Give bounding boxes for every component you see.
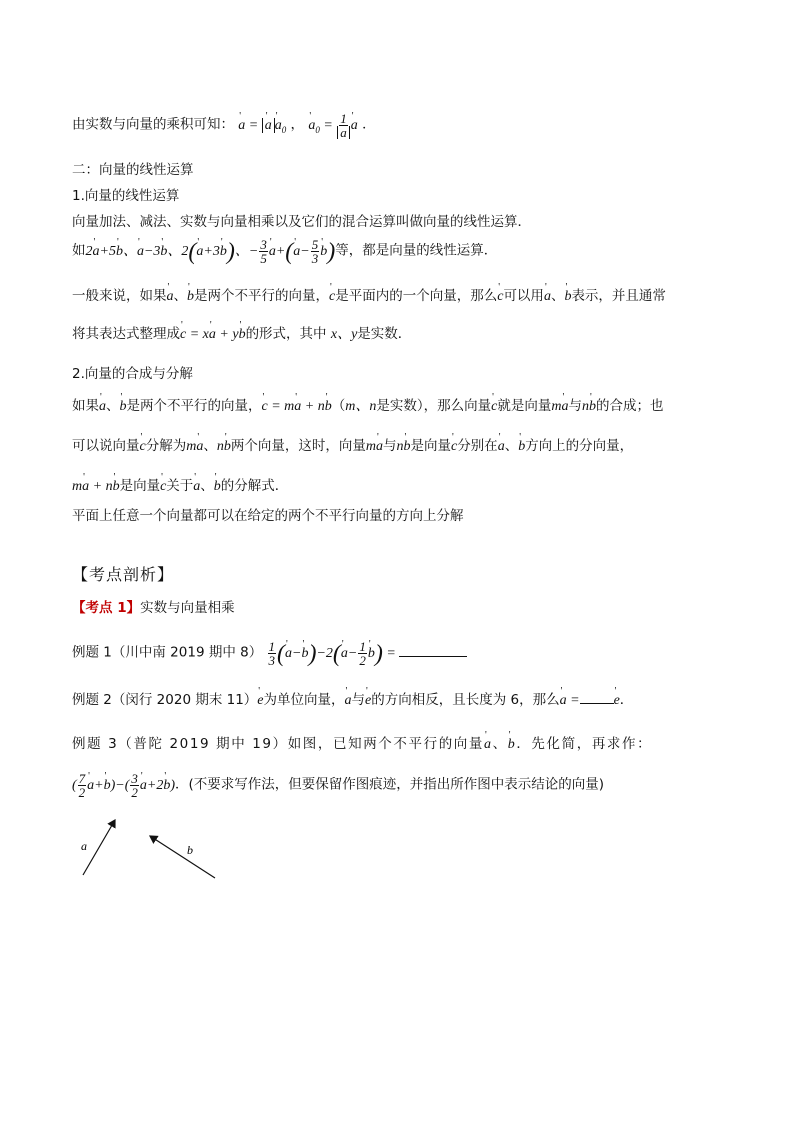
example-1-formula: $\frac{1}{3}$ (' a−' b)−2(' a− $\frac{1}{2}$ ' b) = [267, 646, 400, 661]
vector-a-arrow [83, 820, 115, 875]
example-2-label: 例题 2（闵行 2020 期末 11） [72, 692, 258, 708]
vector-a-label: a [81, 839, 87, 853]
subsection-1-examples [72, 238, 497, 265]
text: 就是向量 [497, 398, 552, 414]
example-formulas: 2' a+5' b、' a−3' b、2(' a+3' b)、− $\frac{3}{5}$ ' a+(' a− $\frac{5}{3}$ ' b) [86, 244, 336, 259]
text: 可以用 [503, 288, 544, 304]
vector-b-arrow [150, 836, 215, 878]
text: 是实数），那么向量 [376, 398, 492, 414]
subsection-1-title: 1.向量的线性运算 [72, 188, 180, 204]
section-2-title: 二：向量的线性运算 [72, 162, 194, 178]
text: 的合成；也 [595, 398, 664, 414]
mn-vars: m、n [345, 399, 377, 414]
text: 可以说向量 [72, 438, 140, 454]
intro-line [72, 112, 376, 140]
text: 方向上的分向量， [525, 438, 634, 454]
text: 与 [568, 398, 582, 414]
text: 将其表达式整理成 [72, 326, 180, 342]
period: ． [362, 116, 376, 133]
answer-blank-2[interactable] [580, 703, 614, 704]
decomposition-line-1: 如果' a、' b是两个不平行的向量，' c = m' a + n' b（m、n是实数），那么向量' c就是向量m' a与n' b的合成；也 [72, 396, 663, 417]
text: 分别在 [457, 438, 498, 454]
answer-blank-1[interactable] [399, 656, 467, 657]
vector-b-label: b [187, 843, 193, 857]
subsection-1-definition: 向量加法、减法、实数与向量相乘以及它们的混合运算叫做向量的线性运算． [72, 214, 531, 230]
text: 分解为 [145, 438, 187, 454]
text: 如果 [72, 398, 99, 414]
comma: ， [290, 116, 305, 133]
example-3-label: 例题 3（普陀 2019 期中 19）如图，已知两个不平行的向量 [72, 736, 484, 752]
example-3-line-2 [72, 772, 604, 799]
text: 一般来说，如果 [72, 288, 167, 304]
example-2: 例题 2（闵行 2020 期末 11）' e为单位向量，' a与' e的方向相反，且长度为 6，那么' a =' e． [72, 690, 633, 711]
decomposition-line-4: 平面上任意一个向量都可以在给定的两个不平行向量的方向上分解 [72, 508, 464, 524]
text: 的分解式． [220, 478, 289, 494]
text: 的方向相反，且长度为 6，那么 [371, 692, 560, 708]
text: 的形式，其中 [245, 326, 327, 342]
example-1-label: 例题 1（川中南 2019 期中 8） [72, 644, 263, 661]
decomposition-line-2: 可以说向量' c分解为m' a、n' b两个向量，这时，向量m' a与n' b是向量' c分别在' a、' b方向上的分向量， [72, 436, 633, 457]
example-1 [72, 640, 467, 667]
vector-figure [72, 808, 232, 888]
text: 与 [351, 692, 366, 708]
general-line-2: 将其表达式整理成' c = x' a + y' b的形式，其中 x、y是实数． [72, 324, 411, 345]
kaodian-heading: 【考点剖析】 [72, 565, 175, 584]
text: 关于 [166, 478, 194, 494]
text: 是两个不平行的向量， [194, 288, 329, 304]
text: 为单位向量， [263, 692, 345, 708]
text: 是两个不平行的向量， [126, 398, 262, 414]
intro-formula-2: ' $a_0$ = $\frac{1}{a}$ ' a [308, 118, 357, 133]
xy-vars: x、y [330, 327, 358, 342]
kaodian-1-title: 实数与向量相乘 [140, 600, 235, 616]
intro-formula-1: ' a = ' a' $a_0$ [238, 118, 286, 133]
example-3-line-1: 例题 3（普陀 2019 期中 19）如图，已知两个不平行的向量' a、' b．先化简，再求作： [72, 734, 652, 755]
general-line-1: 一般来说，如果' a、' b是两个不平行的向量，' c是平面内的一个向量，那么' c可以用' a、' b表示，并且通常 [72, 286, 666, 307]
text: 两个向量，这时，向量 [230, 438, 366, 454]
subsection-2-title: 2.向量的合成与分解 [72, 366, 193, 382]
text: 是平面内的一个向量，那么 [335, 288, 498, 304]
text: 表示，并且通常 [571, 288, 666, 304]
example-suffix: 等，都是向量的线性运算． [335, 242, 498, 259]
text: ．先化简，再求作： [516, 736, 653, 752]
text: 是向量 [119, 478, 161, 494]
kaodian-1-tag: 【考点 1】 [72, 600, 141, 616]
text: 是实数． [357, 326, 412, 342]
text: 是向量 [410, 438, 451, 454]
intro-text: 由实数与向量的乘积可知： [72, 116, 234, 133]
kaodian-1-title-line [72, 598, 235, 618]
decomposition-line-3: m' a + n' b是向量' c关于' a、' b的分解式． [72, 476, 288, 497]
example-3-formula: ( $\frac{7}{2}$ ' a+' b)−( $\frac{3}{2}$ ' a+2' b) [72, 778, 175, 793]
text: 与 [382, 438, 397, 454]
text: （ [331, 398, 346, 414]
text: ．(不要求写作法，但要保留作图痕迹，并指出所作图中表示结论的向量) [175, 776, 605, 793]
example-prefix: 如 [72, 242, 86, 259]
